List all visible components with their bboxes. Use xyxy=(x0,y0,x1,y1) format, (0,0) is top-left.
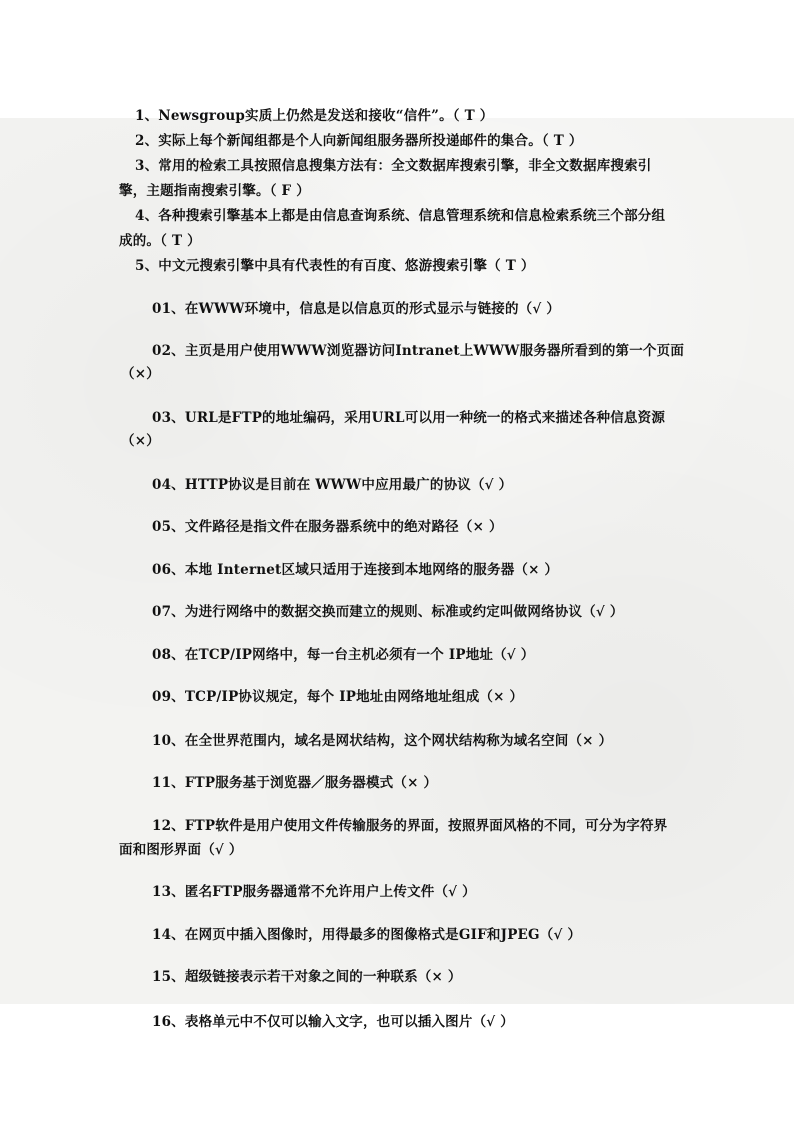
question-line: 11、FTP服务基于浏览器／服务器模式（× ） xyxy=(152,775,438,791)
question-line: 擎，主题指南搜索引擎。（ F ） xyxy=(119,183,310,199)
question-line: 09、TCP/IP协议规定，每个 IP地址由网络地址组成（× ） xyxy=(152,689,524,705)
question-line: 16、表格单元中不仅可以输入文字，也可以插入图片（√ ） xyxy=(152,1014,514,1030)
question-line: 10、在全世界范围内，域名是网状结构，这个网状结构称为域名空间（× ） xyxy=(152,733,613,749)
question-line: 08、在TCP/IP网络中，每一台主机必须有一个 IP地址（√ ） xyxy=(152,647,535,663)
question-line: 成的。（ T ） xyxy=(119,233,201,249)
question-line: 07、为进行网络中的数据交换而建立的规则、标准或约定叫做网络协议（√ ） xyxy=(152,604,624,620)
question-line: 02、主页是用户使用WWW浏览器访问Intranet上WWW服务器所看到的第一个页面 xyxy=(152,343,685,359)
question-line: 15、超级链接表示若干对象之间的一种联系（× ） xyxy=(152,969,462,985)
question-line: 14、在网页中插入图像时，用得最多的图像格式是GIF和JPEG（√ ） xyxy=(152,927,582,943)
question-line: 5、中文元搜索引擎中具有代表性的有百度、悠游搜索引擎（ T ） xyxy=(135,258,535,274)
question-line: 1、Newsgroup实质上仍然是发送和接收“信件”。（ T ） xyxy=(135,108,494,124)
question-line: 12、FTP软件是用户使用文件传输服务的界面，按照界面风格的不同，可分为字符界 xyxy=(152,818,668,834)
question-line: 3、常用的检索工具按照信息搜集方法有：全文数据库搜索引擎，非全文数据库搜索引 xyxy=(135,158,652,174)
question-line: 面和图形界面（√ ） xyxy=(119,842,243,858)
question-line: 4、各种搜索引擎基本上都是由信息查询系统、信息管理系统和信息检索系统三个部分组 xyxy=(135,208,666,224)
question-line: 06、本地 Internet区域只适用于连接到本地网络的服务器（× ） xyxy=(152,562,559,578)
question-line: 05、文件路径是指文件在服务器系统中的绝对路径（× ） xyxy=(152,519,503,535)
question-line: 2、实际上每个新闻组都是个人向新闻组服务器所投递邮件的集合。（ T ） xyxy=(135,133,583,149)
question-line: 04、HTTP协议是目前在 WWW中应用最广的协议（√ ） xyxy=(152,477,513,493)
question-line: 13、匿名FTP服务器通常不允许用户上传文件（√ ） xyxy=(152,884,476,900)
question-line: 01、在WWW环境中，信息是以信息页的形式显示与链接的（√ ） xyxy=(152,301,561,317)
question-line: 03、URL是FTP的地址编码，采用URL可以用一种统一的格式来描述各种信息资源 xyxy=(152,410,666,426)
question-line: （×） xyxy=(121,433,160,449)
question-line: （×） xyxy=(121,366,160,382)
